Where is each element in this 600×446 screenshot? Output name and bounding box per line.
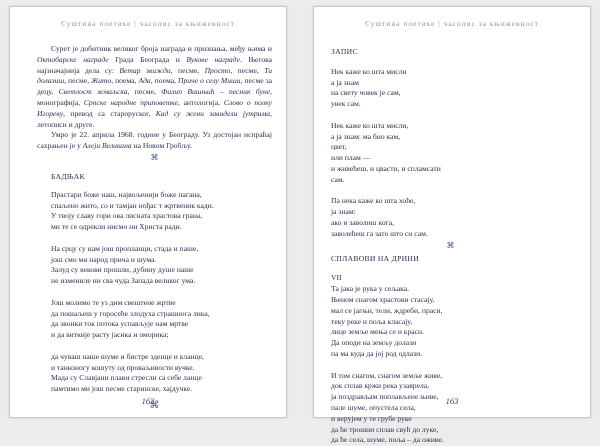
poem-body — [331, 67, 570, 240]
poem-line: да пошаљеш у горосеће злодуха страшнога лика, — [51, 308, 210, 318]
poem-title: БАДЊАК — [51, 171, 85, 181]
work-title: Слово о полку Игореву — [37, 97, 272, 118]
poem-line: Залуд су векови прошли, дубину душе наше — [51, 265, 194, 275]
bio-text: Умро је 22. априла 1968. године у Београду. Уз достојан испраћај сахрањен је у — [37, 130, 272, 151]
poem-line: и верујем у те грубе руке — [331, 413, 412, 423]
author-bio — [37, 44, 272, 152]
poem-line: Нек каже ко шта мисли, — [331, 120, 409, 130]
bio-paragraph — [37, 130, 272, 152]
work-title: Ветар звижди — [119, 65, 171, 75]
poem-title: СПЛАВОВИ НА ДРИНИ — [331, 253, 420, 263]
work-title: Кад су жени завидели јутрима — [155, 108, 271, 118]
bio-text: Сурет је добитник великог броја награда и признања, међу њима и — [51, 44, 272, 53]
work-title: Српске народне приповетке — [83, 97, 178, 107]
bio-text: , песме за децу, — [37, 76, 273, 97]
poem-line: или плам — — [331, 153, 371, 163]
poem-line: Прастари боже наш, највољенији боже пагана, — [51, 189, 202, 199]
poem-line: а ја знам — [331, 77, 359, 87]
poem-line: још смо ми народ прича и шума. — [51, 254, 157, 264]
bio-text: , песме, — [230, 65, 265, 75]
poem-line: Њеном снагом храстови стасају, — [331, 294, 435, 304]
work-title: Филип Вишњић – песник буне — [161, 87, 271, 97]
right-page — [313, 6, 591, 445]
poem-line: Мада су Славјани плави стресли са себе ланце — [51, 373, 202, 383]
poem-line: Та јака је рука у сељака. — [331, 284, 410, 294]
poem-line: да звонки ток потока успављује нам мртве — [51, 319, 189, 329]
poem-line: ја поздрављам поплављене њиве, — [331, 392, 439, 402]
poem-body — [331, 284, 570, 446]
poem-line: да ће трошни сплав свућ до луке, — [331, 424, 439, 434]
bio-text: , поема, — [111, 76, 139, 86]
poem-line: Па нека каже ко шта хоће, — [331, 196, 416, 206]
poem-line: Да оподи на земљу долази — [331, 338, 417, 348]
left-page-body — [37, 44, 272, 412]
right-page-body — [331, 47, 570, 446]
work-title: Вукове награде — [186, 54, 240, 64]
poem-line: На срцу су нам још пропланци, стада и паше, — [51, 243, 199, 253]
running-header: Суштина поетике | часопис за књижевност — [365, 20, 539, 28]
work-title: Просто — [204, 65, 231, 75]
end-mark-icon: ⌘ — [149, 399, 160, 411]
poem-line: не измениле ни сва чуда Запада великог ума. — [51, 276, 196, 286]
bio-text: , песме, — [127, 87, 162, 97]
work-title: Приче о селу Миши — [178, 76, 241, 86]
poem-line: И том снагом, снагом земље живе, — [331, 370, 443, 380]
page-number: 162 — [141, 396, 155, 406]
poem-body — [51, 190, 272, 395]
page-number: 163 — [445, 396, 459, 406]
poem-section-number: VII — [331, 273, 342, 283]
poem-line: лице земље мења се и красн. — [331, 327, 424, 337]
bio-text: Града Београда и — [108, 54, 187, 64]
bio-text: , летописи и друге. — [37, 108, 272, 129]
poem-line: па ма куда да јој род одлази. — [331, 348, 423, 358]
poem-line: да ће села, шуме, поља – да оживе. — [331, 435, 444, 445]
poem-line: заволећеш га зато што си сам. — [331, 228, 428, 238]
running-header: Суштина поетике | часопис за књижевност — [61, 20, 235, 28]
poem-line: а ја знам: ма био кам, — [331, 131, 401, 141]
work-title: Октобарске награде — [37, 54, 109, 64]
poem-line: спаљено жито, со и тамјан нођас т жртвеник кади. — [51, 200, 214, 210]
work-title: Светлост земаљска — [58, 87, 128, 97]
poem-line: да чуваш наше шуме и бистре зденце и кланце, — [51, 351, 204, 361]
work-title: Ада — [138, 76, 151, 86]
bio-text: , песме, — [64, 76, 92, 86]
poem-line: пале шуме, опустела села, — [331, 402, 416, 412]
bio-text: . Његова најзначајнија дела су: — [37, 54, 273, 75]
poem-line: У твоју славу гори ова лисната храстова грана, — [51, 211, 203, 221]
poem-title: ЗАПИС — [331, 47, 358, 56]
bio-text: , поема, — [150, 76, 178, 86]
work-title: Ти долазиш — [37, 65, 273, 86]
poem-line: ако и заволиш кога, — [331, 217, 395, 227]
bio-text: , превод са староруског, — [63, 108, 156, 118]
bio-text: , песме, — [170, 65, 205, 75]
bio-text: , монографија, — [37, 87, 272, 107]
bio-paragraph — [37, 44, 272, 130]
poem-line: ми те се одрекли нисмо ни Христа ради. — [51, 222, 182, 232]
poem-line: Нек каже ко шта мисли — [331, 66, 407, 76]
poem-line: цвет, — [331, 142, 347, 152]
poem-line: и да виткије расту јасика и оморика; — [51, 330, 169, 340]
section-separator-icon: ⌘ — [150, 152, 159, 162]
poem-line: теку реке и поља класају, — [331, 316, 413, 326]
poem-line: и танконогу кошуту од проваљивости вучке. — [51, 362, 195, 372]
poem-line: на свету човек је сам, — [331, 88, 401, 98]
poem-line: мал се јагњи, тели, ждреби, праси, — [331, 305, 443, 315]
poem-line: Још молимо те уз дим свештене жртве — [51, 297, 176, 307]
work-title: Жито — [91, 76, 112, 86]
left-page — [9, 6, 287, 418]
poem-line: ја знам: — [331, 207, 356, 217]
work-title: Алеји Великана — [82, 141, 132, 151]
section-separator-icon: ⌘ — [446, 240, 455, 250]
poem-line: док сплав кржи река узаврела, — [331, 381, 430, 391]
bio-text: , антологија, — [177, 97, 224, 107]
bio-text: на Новом Гробљу. — [131, 141, 192, 151]
poem-line: сам. — [331, 174, 345, 184]
poem-line: и живећеш, и цвасти, и спламсати — [331, 163, 441, 173]
poem-line: памтимо ми још песме старинске, хајдучке. — [51, 384, 193, 394]
poem-line: увек сам. — [331, 99, 361, 109]
